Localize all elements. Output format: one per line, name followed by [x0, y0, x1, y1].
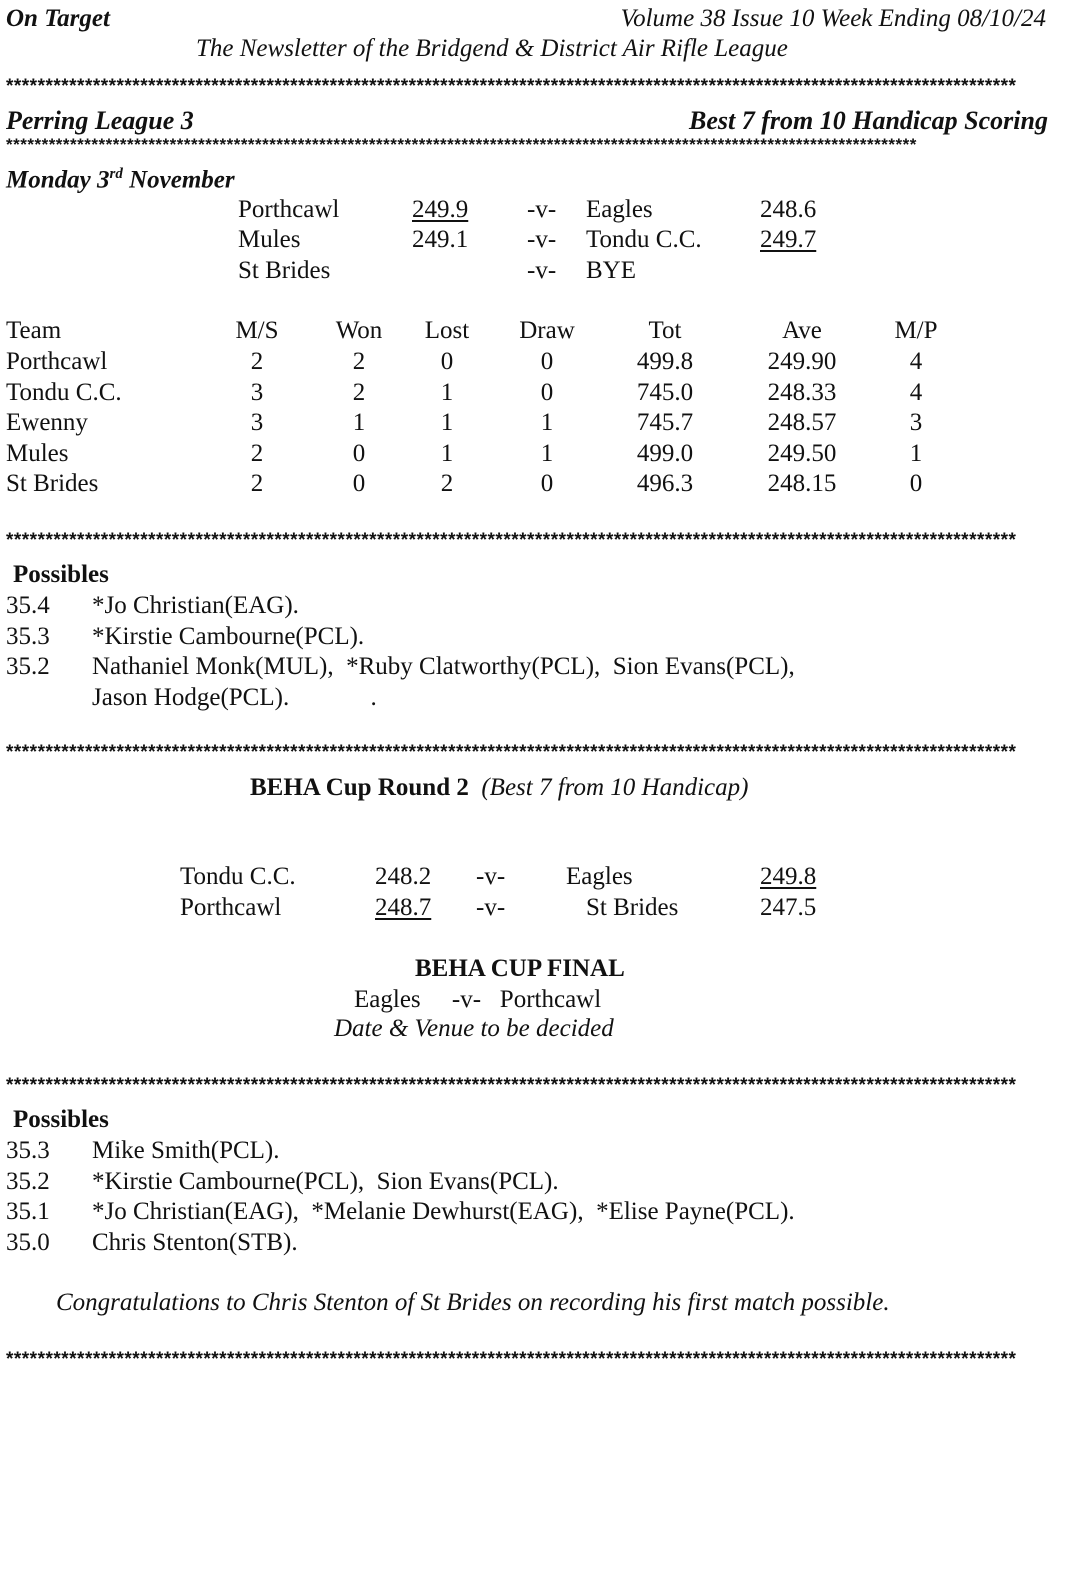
col-header: Lost	[424, 317, 470, 344]
separator: ********************************************************************************************************************************	[6, 76, 1017, 97]
possible-names: Mike Smith(PCL).	[92, 1137, 280, 1164]
newsletter-name: On Target	[6, 5, 110, 32]
fixture-row	[0, 257, 1090, 287]
table-cell: 2	[352, 378, 366, 406]
possible-names: Chris Stenton(STB).	[92, 1228, 298, 1256]
possibles-title: Possibles	[13, 1106, 109, 1133]
table-cell: 4	[909, 378, 923, 406]
team-name: Tondu C.C.	[6, 378, 122, 406]
match-date: Monday 3rd November	[6, 166, 235, 194]
table-cell: 1	[440, 439, 454, 467]
table-cell: 1	[440, 409, 454, 436]
table-row	[0, 348, 1090, 378]
possible-entry	[0, 1198, 1090, 1228]
issue-info: Volume 38 Issue 10 Week Ending 08/10/24	[620, 5, 1046, 32]
team-name: Ewenny	[6, 409, 88, 436]
col-header: Draw	[519, 317, 575, 344]
fixture-vs: -v-	[527, 196, 557, 223]
table-cell: 496.3	[636, 470, 694, 497]
fixture-row	[0, 863, 1090, 893]
possible-names: *Jo Christian(EAG), *Melanie Dewhurst(EAG), *Elise Payne(PCL).	[92, 1198, 795, 1225]
table-cell: 0	[352, 470, 366, 497]
team-name: Porthcawl	[6, 348, 108, 375]
possible-score: 35.2	[6, 653, 50, 680]
table-cell: 2	[250, 348, 264, 375]
separator: ********************************************************************************************************************************	[6, 1075, 1017, 1096]
col-header: M/S	[235, 317, 279, 344]
possible-names: *Jo Christian(EAG).	[92, 592, 299, 619]
table-cell: 3	[250, 378, 264, 406]
fixture-row	[0, 894, 1090, 924]
separator: ********************************************************************************************************************************	[6, 135, 917, 154]
possible-score: 35.3	[6, 1137, 50, 1164]
fixture-away-score: 247.5	[760, 894, 817, 921]
possible-score: 35.1	[6, 1198, 50, 1225]
table-cell: 745.7	[636, 409, 694, 436]
table-cell: 2	[250, 439, 264, 467]
table-cell: 0	[540, 470, 554, 497]
fixture-home: St Brides	[238, 257, 331, 284]
cup-final-title: BEHA CUP FINAL	[415, 955, 625, 982]
table-cell: 2	[250, 470, 264, 497]
table-row	[0, 409, 1090, 439]
team-name: St Brides	[6, 470, 99, 497]
fixture-away-score: 248.6	[760, 196, 817, 223]
table-cell: 248.57	[767, 409, 837, 436]
league-scoring: Best 7 from 10 Handicap Scoring	[689, 106, 1048, 135]
possible-entry	[0, 592, 1090, 622]
fixture-away-score: 249.7	[760, 226, 817, 253]
possible-entry	[0, 1229, 1090, 1259]
table-cell: 1	[352, 409, 366, 436]
fixture-row	[0, 196, 1090, 226]
table-cell: 1	[540, 439, 554, 467]
table-cell: 0	[909, 470, 923, 497]
table-cell: 3	[909, 409, 923, 436]
table-row	[0, 440, 1090, 470]
table-cell: 2	[352, 348, 366, 375]
fixture-home-score: 249.9	[412, 196, 469, 223]
col-header: Ave	[782, 317, 822, 344]
possible-entry	[0, 1168, 1090, 1198]
col-header: Tot	[648, 317, 682, 344]
fixture-vs: -v-	[527, 257, 557, 284]
team-name: Mules	[6, 439, 69, 467]
table-cell: 1	[909, 439, 923, 467]
fixture-home: Mules	[238, 226, 301, 253]
table-header-row	[0, 317, 1090, 347]
possible-score: 35.4	[6, 592, 50, 619]
fixture-away: Tondu C.C.	[586, 226, 702, 253]
possible-score: 35.3	[6, 622, 50, 650]
fixture-away: Eagles	[586, 196, 653, 223]
fixture-away-score: 249.8	[760, 863, 817, 890]
table-cell: 248.33	[767, 378, 837, 406]
fixture-home: Porthcawl	[238, 196, 340, 223]
fixture-vs: -v-	[527, 226, 557, 253]
fixture-away: St Brides	[586, 894, 679, 921]
fixture-away: Eagles	[566, 863, 633, 890]
table-cell: 1	[540, 409, 554, 436]
separator: ********************************************************************************************************************************	[6, 530, 1017, 551]
table-cell: 1	[440, 378, 454, 406]
possible-names: Nathaniel Monk(MUL), *Ruby Clatworthy(PCL), Sion Evans(PCL),	[92, 653, 795, 680]
fixture-row	[0, 226, 1090, 256]
separator: ********************************************************************************************************************************	[6, 742, 1017, 763]
possible-entry	[0, 653, 1090, 683]
possible-entry	[0, 1137, 1090, 1167]
table-row	[0, 379, 1090, 409]
table-cell: 249.50	[767, 439, 837, 467]
possible-score: 35.2	[6, 1167, 50, 1195]
separator: ********************************************************************************************************************************	[6, 1349, 1017, 1370]
col-header: M/P	[894, 317, 938, 344]
fixture-home-score: 248.2	[375, 863, 432, 890]
table-cell: 248.15	[767, 470, 837, 497]
table-row	[0, 470, 1090, 500]
possible-score: 35.0	[6, 1228, 50, 1256]
newsletter-subtitle: The Newsletter of the Bridgend & District Air Rifle League	[196, 35, 788, 62]
fixture-vs: -v-	[476, 894, 506, 921]
table-cell: 249.90	[767, 348, 837, 375]
table-cell: 0	[440, 348, 454, 375]
fixture-home-score: 249.1	[412, 226, 469, 253]
cup-heading: BEHA Cup Round 2 (Best 7 from 10 Handicap)	[250, 774, 749, 801]
possibles-title: Possibles	[13, 561, 109, 588]
possible-names: Jason Hodge(PCL). .	[92, 683, 377, 711]
congratulations-note: Congratulations to Chris Stenton of St Brides on recording his first match possible.	[56, 1289, 890, 1316]
fixture-vs: -v-	[476, 863, 506, 890]
possible-names: *Kirstie Cambourne(PCL), Sion Evans(PCL).	[92, 1167, 559, 1195]
col-header: Won	[335, 317, 383, 344]
table-cell: 499.8	[636, 348, 694, 375]
table-cell: 3	[250, 409, 264, 436]
fixture-away: BYE	[586, 257, 636, 284]
league-title: Perring League 3	[6, 106, 194, 135]
table-cell: 0	[540, 348, 554, 375]
fixture-home: Porthcawl	[180, 894, 282, 921]
possible-names: *Kirstie Cambourne(PCL).	[92, 622, 365, 650]
col-header: Team	[6, 317, 62, 344]
cup-final-note: Date & Venue to be decided	[334, 1015, 614, 1042]
possible-entry	[0, 684, 1090, 714]
fixture-home: Tondu C.C.	[180, 863, 296, 890]
cup-final-fixture: Eagles -v- Porthcawl	[354, 986, 602, 1013]
table-cell: 2	[440, 470, 454, 497]
table-cell: 0	[352, 439, 366, 467]
table-cell: 0	[540, 378, 554, 406]
table-cell: 745.0	[636, 378, 694, 406]
table-cell: 4	[909, 348, 923, 375]
fixture-home-score: 248.7	[375, 894, 432, 921]
possible-entry	[0, 623, 1090, 653]
table-cell: 499.0	[636, 439, 694, 467]
